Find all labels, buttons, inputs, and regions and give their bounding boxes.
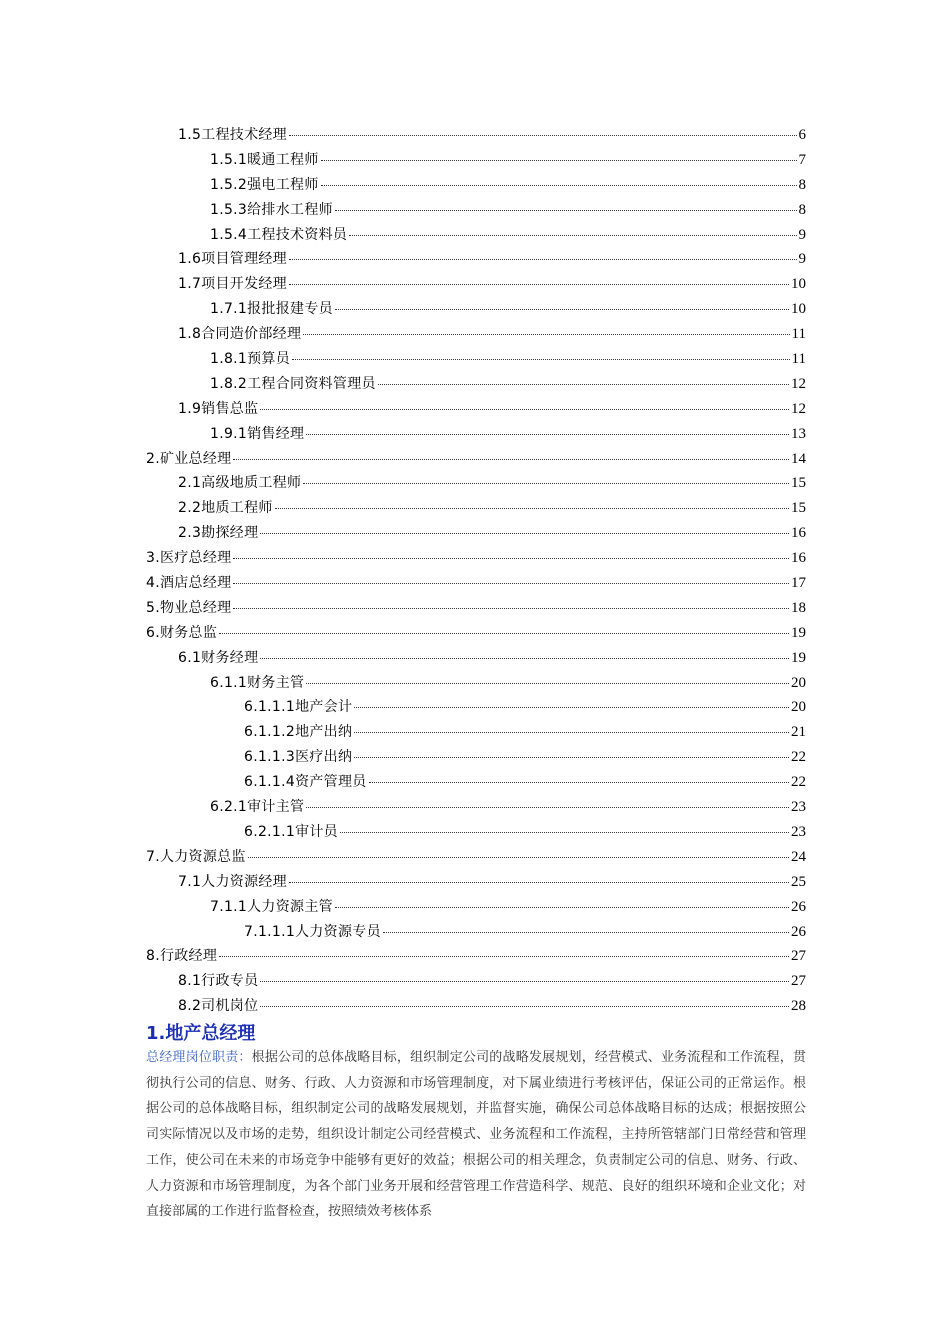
- toc-leader: [306, 434, 789, 435]
- toc-leader: [289, 284, 789, 285]
- toc-entry-label: 8.行政经理: [146, 948, 218, 965]
- toc-entry-page: 11: [791, 326, 806, 343]
- toc-entry-label: 6.1.1.2地产出纳: [244, 724, 353, 741]
- toc-entry[interactable]: [146, 497, 806, 522]
- toc-leader: [306, 807, 789, 808]
- toc-entry-page: 13: [791, 425, 806, 442]
- toc-entry[interactable]: [146, 572, 806, 597]
- toc-entry-label: 7.1.1人力资源主管: [210, 898, 333, 915]
- toc-entry-label: 6.1财务经理: [178, 649, 259, 666]
- toc-entry[interactable]: [146, 821, 806, 846]
- toc-entry-page: 25: [791, 873, 806, 890]
- toc-leader: [335, 309, 789, 310]
- body-paragraph: 根据公司的总体战略目标，组织制定公司的战略发展规划，经营模式、业务流程和工作流程，贯彻执行公司的信息、财务、行政、人力资源和市场管理制度，对下属业绩进行考核评估，保证公司的正常运作。根据公司的总体战略目标，组织制定公司的战略发展规划，并监督实施，确保公司总体战略目标的达成；根据按照公司实际情况以及市场的走势，组织设计制定公司经营模式、业务流程和工作流程，主持所管辖部门日常经营和管理工作，使公司在未来的市场竞争中能够有更好的效益；根据公司的相关理念，负责制定公司的信息、财务、行政、人力资源和市场管理制度，为各个部门业务开展和经营管理工作营造科学、规范、良好的组织环境和企业文化；对直接部属的工作进行监督检查，按照绩效考核体系: [146, 1050, 806, 1220]
- toc-entry-page: 17: [791, 575, 806, 592]
- toc-entry-label: 1.8合同造价部经理: [178, 326, 302, 343]
- toc-entry-page: 18: [791, 599, 806, 616]
- toc-entry[interactable]: [146, 174, 806, 199]
- toc-entry-page: 22: [791, 749, 806, 766]
- toc-entry-label: 1.7项目开发经理: [178, 276, 287, 293]
- toc-entry-page: 20: [791, 674, 806, 691]
- toc-entry-page: 8: [798, 176, 806, 193]
- toc-entry-label: 8.2司机岗位: [178, 998, 259, 1015]
- toc-entry[interactable]: [146, 373, 806, 398]
- section-heading: 1.地产总经理: [146, 1023, 256, 1044]
- toc-entry-label: 1.5工程技术经理: [178, 127, 287, 143]
- toc-entry-page: 27: [791, 948, 806, 965]
- toc-entry-page: 15: [791, 475, 806, 492]
- toc-leader: [369, 782, 789, 783]
- toc-entry-page: 26: [791, 898, 806, 915]
- toc-entry-page: 11: [791, 351, 806, 368]
- toc-entry-page: 21: [791, 724, 806, 741]
- toc-entry-label: 6.2.1审计主管: [210, 799, 305, 816]
- toc-leader: [354, 757, 789, 758]
- toc-entry-label: 7.1人力资源经理: [178, 873, 287, 890]
- toc-leader: [289, 135, 797, 136]
- toc-entry[interactable]: [146, 248, 806, 273]
- toc-leader: [260, 981, 789, 982]
- toc-entry-page: 16: [791, 550, 806, 567]
- toc-entry[interactable]: [146, 398, 806, 423]
- toc-entry-label: 1.5.1暖通工程师: [210, 151, 319, 168]
- toc-entry[interactable]: [146, 871, 806, 896]
- toc-leader: [260, 1006, 789, 1007]
- toc-entry-page: 22: [791, 774, 806, 791]
- toc-entry-page: 15: [791, 500, 806, 517]
- toc-entry-page: 8: [798, 201, 806, 218]
- toc-entry[interactable]: [146, 224, 806, 249]
- table-of-contents: [146, 124, 806, 1020]
- toc-leader: [335, 907, 789, 908]
- toc-entry-page: 9: [798, 226, 806, 243]
- toc-entry[interactable]: [146, 896, 806, 921]
- toc-leader: [260, 533, 789, 534]
- toc-entry-page: 9: [798, 251, 806, 268]
- toc-entry-page: 12: [791, 400, 806, 417]
- toc-entry[interactable]: [146, 746, 806, 771]
- toc-entry[interactable]: [146, 547, 806, 572]
- toc-entry-page: 14: [791, 450, 806, 467]
- toc-entry-label: 1.9.1销售经理: [210, 425, 305, 442]
- toc-entry-page: 24: [791, 848, 806, 865]
- toc-entry-label: 2.矿业总经理: [146, 450, 232, 467]
- toc-leader: [289, 259, 797, 260]
- toc-entry[interactable]: [146, 995, 806, 1020]
- toc-entry-label: 1.5.2强电工程师: [210, 176, 319, 193]
- toc-leader: [275, 508, 789, 509]
- toc-entry-label: 1.5.4工程技术资料员: [210, 226, 348, 243]
- toc-leader: [306, 683, 789, 684]
- toc-leader: [321, 160, 797, 161]
- toc-entry[interactable]: [146, 771, 806, 796]
- toc-entry[interactable]: [146, 696, 806, 721]
- toc-entry[interactable]: [146, 846, 806, 871]
- toc-entry[interactable]: [146, 323, 806, 348]
- toc-leader: [248, 857, 789, 858]
- toc-entry-label: 6.1.1.3医疗出纳: [244, 749, 353, 766]
- toc-leader: [349, 235, 796, 236]
- toc-entry[interactable]: [146, 672, 806, 697]
- toc-entry[interactable]: [146, 124, 806, 149]
- toc-entry-page: 7: [798, 151, 806, 168]
- toc-leader: [354, 732, 789, 733]
- toc-entry-label: 1.5.3给排水工程师: [210, 201, 333, 218]
- toc-entry-page: 16: [791, 525, 806, 542]
- toc-entry-page: 27: [791, 973, 806, 990]
- toc-entry[interactable]: [146, 622, 806, 647]
- toc-entry-label: 5.物业总经理: [146, 599, 232, 616]
- toc-leader: [233, 558, 789, 559]
- toc-entry-label: 2.2地质工程师: [178, 500, 273, 517]
- toc-leader: [289, 882, 789, 883]
- toc-leader: [383, 932, 789, 933]
- toc-entry-label: 1.7.1报批报建专员: [210, 301, 333, 318]
- toc-entry[interactable]: [146, 647, 806, 672]
- toc-entry-page: 26: [791, 923, 806, 940]
- toc-entry[interactable]: [146, 348, 806, 373]
- toc-leader: [354, 707, 789, 708]
- toc-leader: [292, 359, 790, 360]
- toc-entry[interactable]: [146, 522, 806, 547]
- toc-entry[interactable]: [146, 472, 806, 497]
- toc-leader: [340, 832, 789, 833]
- toc-entry-label: 1.6项目管理经理: [178, 251, 287, 268]
- toc-entry-page: 20: [791, 699, 806, 716]
- toc-entry[interactable]: [146, 921, 806, 946]
- toc-entry-page: 19: [791, 624, 806, 641]
- toc-entry[interactable]: [146, 796, 806, 821]
- toc-entry-label: 7.1.1.1人力资源专员: [244, 923, 381, 940]
- toc-entry-page: 23: [791, 799, 806, 816]
- toc-entry[interactable]: [146, 970, 806, 995]
- toc-entry[interactable]: [146, 298, 806, 323]
- body-lead-label: 总经理岗位职责：: [146, 1050, 252, 1065]
- toc-entry-label: 1.8.1预算员: [210, 351, 291, 368]
- toc-entry-label: 6.2.1.1审计员: [244, 823, 338, 840]
- section-body: [146, 1045, 806, 1225]
- toc-entry-label: 7.人力资源总监: [146, 848, 246, 865]
- toc-leader: [378, 384, 789, 385]
- toc-entry-label: 3.医疗总经理: [146, 550, 232, 567]
- toc-entry-page: 19: [791, 649, 806, 666]
- toc-leader: [335, 210, 797, 211]
- toc-entry-label: 2.1高级地质工程师: [178, 475, 302, 492]
- toc-leader: [321, 185, 797, 186]
- toc-leader: [219, 956, 789, 957]
- toc-entry[interactable]: [146, 597, 806, 622]
- toc-entry-label: 1.8.2工程合同资料管理员: [210, 375, 376, 392]
- toc-entry-label: 6.财务总监: [146, 624, 218, 641]
- toc-leader: [219, 633, 789, 634]
- toc-entry-page: 10: [791, 301, 806, 318]
- toc-entry-page: 12: [791, 375, 806, 392]
- toc-entry-label: 2.3勘探经理: [178, 525, 259, 542]
- toc-entry-page: 6: [798, 127, 806, 143]
- toc-entry-label: 4.酒店总经理: [146, 575, 232, 592]
- toc-leader: [260, 409, 789, 410]
- toc-entry-page: 23: [791, 823, 806, 840]
- toc-leader: [260, 658, 789, 659]
- toc-entry-label: 1.9销售总监: [178, 400, 259, 417]
- toc-entry-label: 6.1.1财务主管: [210, 674, 305, 691]
- toc-entry-label: 8.1行政专员: [178, 973, 259, 990]
- toc-entry[interactable]: [146, 423, 806, 448]
- toc-entry[interactable]: [146, 448, 806, 473]
- toc-entry[interactable]: [146, 199, 806, 224]
- toc-leader: [233, 608, 789, 609]
- toc-leader: [233, 459, 789, 460]
- toc-entry-page: 10: [791, 276, 806, 293]
- toc-leader: [233, 583, 789, 584]
- toc-entry[interactable]: [146, 721, 806, 746]
- toc-entry[interactable]: [146, 945, 806, 970]
- toc-entry[interactable]: [146, 149, 806, 174]
- toc-entry-page: 28: [791, 998, 806, 1015]
- toc-leader: [303, 483, 789, 484]
- toc-entry-label: 6.1.1.4资产管理员: [244, 774, 367, 791]
- toc-leader: [303, 334, 789, 335]
- toc-entry-label: 6.1.1.1地产会计: [244, 699, 353, 716]
- toc-entry[interactable]: [146, 273, 806, 298]
